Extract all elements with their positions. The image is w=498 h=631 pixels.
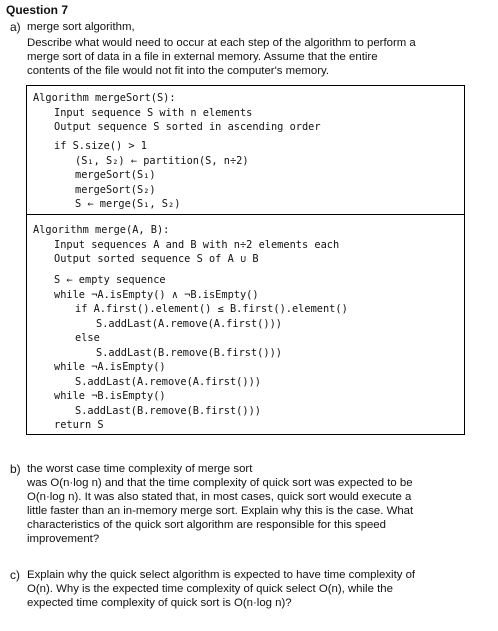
part-a-label: a) — [10, 20, 21, 34]
code-line: while ¬A.isEmpty() ∧ ¬B.isEmpty() — [54, 289, 259, 301]
question-title: Question 7 — [6, 3, 69, 17]
code-line: if A.first().element() ≤ B.first().element() — [75, 303, 348, 315]
code-line: S.addLast(B.remove(B.first())) — [96, 347, 282, 359]
code-line: mergeSort(S₂) — [75, 184, 156, 196]
part-b-label: b) — [10, 462, 21, 476]
code-line: mergeSort(S₁) — [75, 169, 156, 181]
code-line: S.addLast(A.remove(A.first())) — [96, 318, 282, 330]
part-b-line-2: was O(n·log n) and that the time complexity of quick sort was expected to be — [27, 477, 413, 489]
part-b-line-3: O(n·log n). It was also stated that, in most cases, quick sort would execute a — [27, 491, 412, 503]
part-b-line-4: little faster than an in-memory merge sort. Explain why this is the case. What — [27, 505, 414, 517]
code-line: else — [75, 332, 100, 344]
part-a-line-2: merge sort of data in a file in external memory. Assume that the entire — [27, 51, 378, 63]
part-a-line-3: contents of the file would not fit into the computer's memory. — [27, 65, 330, 77]
code-line: while ¬B.isEmpty() — [54, 390, 166, 402]
code-line: while ¬A.isEmpty() — [54, 361, 166, 373]
code-line: return S — [54, 419, 104, 431]
part-a-line-1: Describe what would need to occur at each step of the algorithm to perform a — [27, 37, 416, 49]
part-c-line-3: expected time complexity of quick sort is O(n·log n)? — [27, 597, 292, 609]
part-a-heading: merge sort algorithm, — [27, 21, 135, 33]
code-line: Output sorted sequence S of A ∪ B — [54, 253, 259, 265]
merge-sort-algorithm-box — [26, 85, 465, 215]
part-c-label: c) — [10, 568, 20, 582]
merge-algorithm-box — [26, 214, 465, 435]
code-line: Input sequences A and B with n÷2 elements each — [54, 239, 340, 251]
code-line: S.addLast(B.remove(B.first())) — [75, 405, 261, 417]
part-b-line-1: the worst case time complexity of merge sort — [27, 463, 253, 475]
part-b-line-5: characteristics of the quick sort algorithm are responsible for this speed — [27, 519, 386, 531]
code-line: Input sequence S with n elements — [54, 107, 253, 119]
code-line: S ← merge(S₁, S₂) — [75, 198, 181, 210]
code-line: Algorithm merge(A, B): — [33, 224, 170, 236]
code-line: Output sequence S sorted in ascending order — [54, 121, 321, 133]
code-line: S.addLast(A.remove(A.first())) — [75, 376, 261, 388]
part-c-line-1: Explain why the quick select algorithm is expected to have time complexity of — [27, 569, 416, 581]
code-line: if S.size() > 1 — [54, 140, 147, 152]
part-b-line-6: improvement? — [27, 533, 100, 545]
part-c-line-2: O(n). Why is the expected time complexity of quick select O(n), while the — [27, 583, 393, 595]
code-line: (S₁, S₂) ← partition(S, n÷2) — [75, 155, 249, 167]
code-line: Algorithm mergeSort(S): — [33, 92, 176, 104]
code-line: S ← empty sequence — [54, 274, 166, 286]
